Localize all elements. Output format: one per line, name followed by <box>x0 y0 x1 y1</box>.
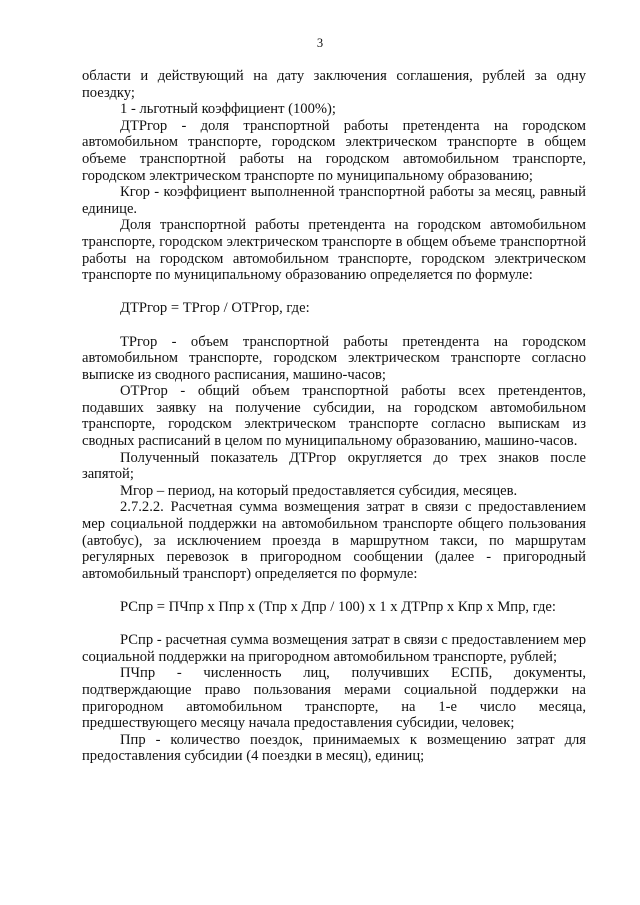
paragraph-kgor-definition: Кгор - коэффициент выполненной транспортной работы за месяц, равный единице. <box>82 184 586 217</box>
paragraph-rspr-definition: РСпр - расчетная сумма возмещения затрат в связи с предоставлением мер социальной поддержки на пригородном автомобильном транспорте, рублей; <box>82 632 586 665</box>
formula-dtr-gor: ДТРгор = ТРгор / ОТРгор, где: <box>120 300 310 317</box>
paragraph-mgor-definition: Мгор – период, на который предоставляется субсидия, месяцев. <box>120 482 518 499</box>
spacer <box>82 317 586 334</box>
paragraph-section-2-7-2-2: 2.7.2.2. Расчетная сумма возмещения затрат в связи с предоставлением мер социальной поддержки на автомобильном транспорте общего пользования (автобус), за исключением проезда в маршрутном такси, по маршрутам регулярных перевозок в пригородном сообщении (далее - пригородный автомобильный транспорт) определяется по формуле: <box>82 499 586 582</box>
formula-rspr: РСпр = ПЧпр х Ппр х (Тпр х Дпр / 100) х 1 х ДТРпр х Кпр х Мпр, где: <box>120 599 556 615</box>
paragraph-pchpr-definition: ПЧпр - численность лиц, получивших ЕСПБ, документы, подтверждающие право пользования мерами социальной поддержки на пригородном автомобильном транспорте, на 1-е число месяца, предшествующего месяцу начала предоставления субсидии, человек; <box>82 665 586 732</box>
spacer <box>82 284 586 301</box>
spacer <box>82 582 586 599</box>
paragraph-rounding: Полученный показатель ДТРгор округляется до трех знаков после запятой; <box>82 449 586 483</box>
paragraph-benefit-coefficient: 1 - льготный коэффициент (100%); <box>120 101 336 118</box>
page-number: 3 <box>316 36 324 50</box>
paragraph-continuation: области и действующий на дату заключения соглашения, рублей за одну поездку; <box>82 68 586 101</box>
paragraph-ppr-definition: Ппр - количество поездок, принимаемых к возмещению затрат для предоставления субсидии (4 поездки в месяц), единиц; <box>82 731 586 765</box>
spacer <box>82 616 586 633</box>
paragraph-trgor-definition: ТРгор - объем транспортной работы претендента на городском автомобильном транспорте, городском электрическом транспорте согласно выписке из сводного расписания, машино-часов; <box>82 333 586 383</box>
paragraph-share-intro: Доля транспортной работы претендента на городском автомобильном транспорте, городском электрическом транспорте в общем объеме транспортной работы на городском автомобильном транспорте, городском электрическом транспорте по муниципальному образованию определяется по формуле: <box>82 217 586 284</box>
document-body <box>82 68 586 765</box>
paragraph-otrgor-definition: ОТРгор - общий объем транспортной работы всех претендентов, подавших заявку на получение субсидии, на городском автомобильном транспорте, городском электрическом транспорте согласно выпискам из сводных расписаний в целом по муниципальному образованию, машино-часов. <box>82 383 586 450</box>
paragraph-dtr-gor-definition: ДТРгор - доля транспортной работы претендента на городском автомобильном транспорте, городском электрическом транспорте в общем объеме транспортной работы на городском автомобильном транспорте, городском электрическом транспорте по муниципальному образованию; <box>82 117 586 184</box>
